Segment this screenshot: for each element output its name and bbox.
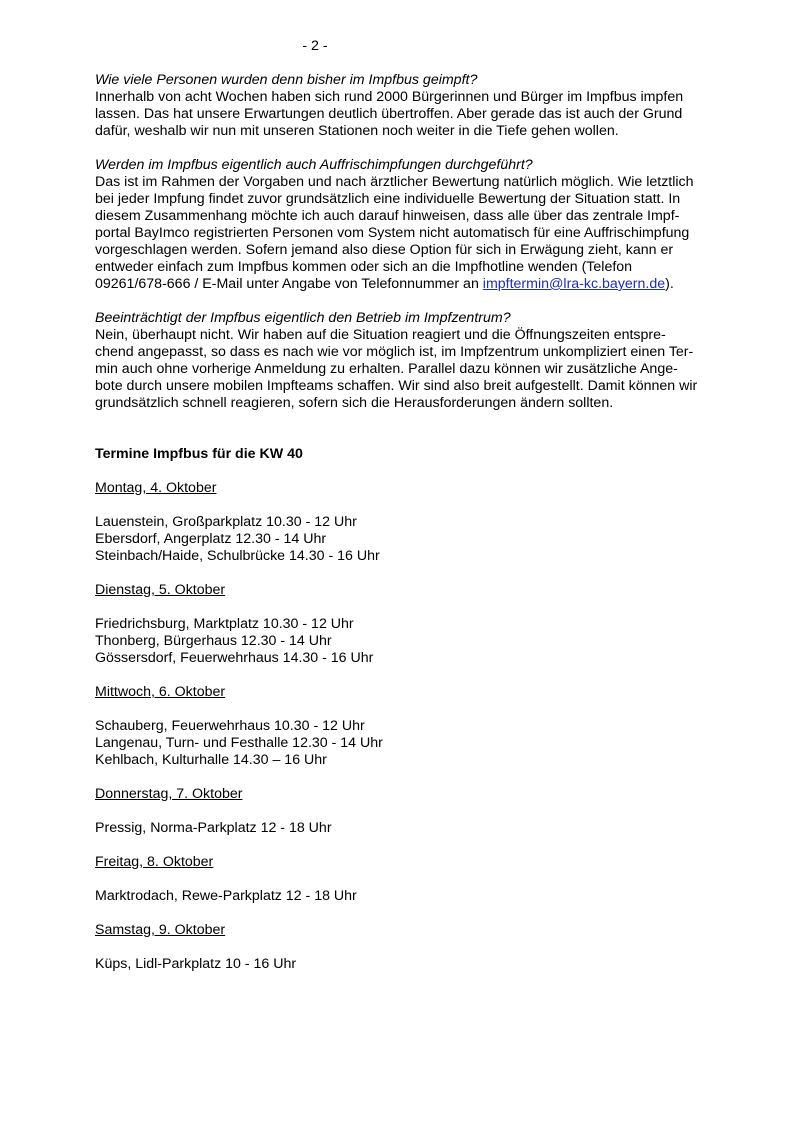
- answer-line: entweder einfach zum Impfbus kommen oder sich an die Impfhotline wenden (Telefon: [95, 259, 633, 275]
- document-content: [95, 72, 735, 990]
- stop-entry: Langenau, Turn- und Festhalle 12.30 - 14 Uhr: [95, 735, 383, 751]
- qa-block: [95, 72, 735, 140]
- qa-block: [95, 310, 735, 412]
- stop-entry: Gössersdorf, Feuerwehrhaus 14.30 - 16 Uhr: [95, 650, 374, 666]
- answer: [95, 174, 735, 293]
- stop-entry: Kehlbach, Kulturhalle 14.30 – 16 Uhr: [95, 752, 327, 768]
- day-heading: Mittwoch, 6. Oktober: [95, 684, 226, 700]
- stop-entry: Thonberg, Bürgerhaus 12.30 - 14 Uhr: [95, 633, 332, 649]
- page-number: - 2 -: [302, 38, 328, 54]
- answer: [95, 89, 735, 140]
- answer-line: diesem Zusammenhang möchte ich auch darauf hinweisen, dass alle über das zentrale Impf-: [95, 208, 680, 224]
- answer-line: vorgeschlagen werden. Sofern jemand also diese Option für sich in Erwägung zieht, kann er: [95, 242, 674, 258]
- answer-line: bei jeder Impfung findet zuvor grundsätzlich eine individuelle Bewertung der Situation statt. In: [95, 191, 681, 207]
- answer-line: bote durch unsere mobilen Impfteams schaffen. Wir sind also breit aufgestellt. Damit können wir: [95, 378, 698, 394]
- stop-entry: Pressig, Norma-Parkplatz 12 - 18 Uhr: [95, 820, 332, 836]
- answer-line: Das ist im Rahmen der Vorgaben und nach ärztlicher Bewertung natürlich möglich. Wie letztlich: [95, 174, 694, 190]
- stop-entry: Marktrodach, Rewe-Parkplatz 12 - 18 Uhr: [95, 888, 357, 904]
- answer: [95, 327, 735, 412]
- day-heading: Freitag, 8. Oktober: [95, 854, 214, 870]
- day-heading: Donnerstag, 7. Oktober: [95, 786, 243, 802]
- question: Wie viele Personen wurden denn bisher im Impfbus geimpft?: [95, 72, 478, 88]
- stop-entry: Küps, Lidl-Parkplatz 10 - 16 Uhr: [95, 956, 297, 972]
- answer-line: lassen. Das hat unsere Erwartungen deutlich übertroffen. Aber gerade das ist auch der Grund: [95, 106, 683, 122]
- stop-entry: Schauberg, Feuerwehrhaus 10.30 - 12 Uhr: [95, 718, 365, 734]
- stop-entry: Ebersdorf, Angerplatz 12.30 - 14 Uhr: [95, 531, 327, 547]
- answer-text: ).: [665, 276, 674, 292]
- day-heading: Montag, 4. Oktober: [95, 480, 217, 496]
- question: Werden im Impfbus eigentlich auch Auffrischimpfungen durchgeführt?: [95, 157, 533, 173]
- stop-entry: Steinbach/Haide, Schulbrücke 14.30 - 16 Uhr: [95, 548, 380, 564]
- day-block-monday: [95, 480, 735, 565]
- answer-line: Innerhalb von acht Wochen haben sich rund 2000 Bürgerinnen und Bürger im Impfbus impfen: [95, 89, 684, 105]
- qa-block: [95, 157, 735, 293]
- stop-entry: Lauenstein, Großparkplatz 10.30 - 12 Uhr: [95, 514, 357, 530]
- day-heading: Samstag, 9. Oktober: [95, 922, 226, 938]
- stop-entry: Friedrichsburg, Marktplatz 10.30 - 12 Uhr: [95, 616, 354, 632]
- email-link[interactable]: impftermin@lra-kc.bayern.de: [482, 276, 666, 292]
- answer-line: portal BayImco registrierten Personen vom System nicht automatisch für eine Auffrischimpfung: [95, 225, 690, 241]
- answer-line: min auch ohne vorherige Anmeldung zu erhalten. Parallel dazu können wir zusätzliche Ange-: [95, 361, 678, 377]
- answer-line: Nein, überhaupt nicht. Wir haben auf die Situation reagiert und die Öffnungszeiten entspre-: [95, 327, 666, 343]
- day-block-thursday: [95, 786, 735, 837]
- answer-line: dafür, weshalb wir nun mit unseren Stationen noch weiter in die Tiefe gehen wollen.: [95, 123, 619, 139]
- day-heading: Dienstag, 5. Oktober: [95, 582, 226, 598]
- day-block-friday: [95, 854, 735, 905]
- schedule-title: Termine Impfbus für die KW 40: [95, 446, 303, 462]
- answer-line: chend angepasst, so dass es nach wie vor möglich ist, im Impfzentrum unkompliziert einen Ter-: [95, 344, 694, 360]
- day-block-tuesday: [95, 582, 735, 667]
- day-block-wednesday: [95, 684, 735, 769]
- answer-text: 09261/678-666 / E-Mail unter Angabe von Telefonnummer an: [95, 276, 483, 292]
- day-block-saturday: [95, 922, 735, 973]
- answer-line: grundsätzlich schnell reagieren, sofern sich die Herausforderungen ändern sollten.: [95, 395, 614, 411]
- answer-line-with-email: [95, 276, 735, 293]
- question: Beeinträchtigt der Impfbus eigentlich den Betrieb im Impfzentrum?: [95, 310, 511, 326]
